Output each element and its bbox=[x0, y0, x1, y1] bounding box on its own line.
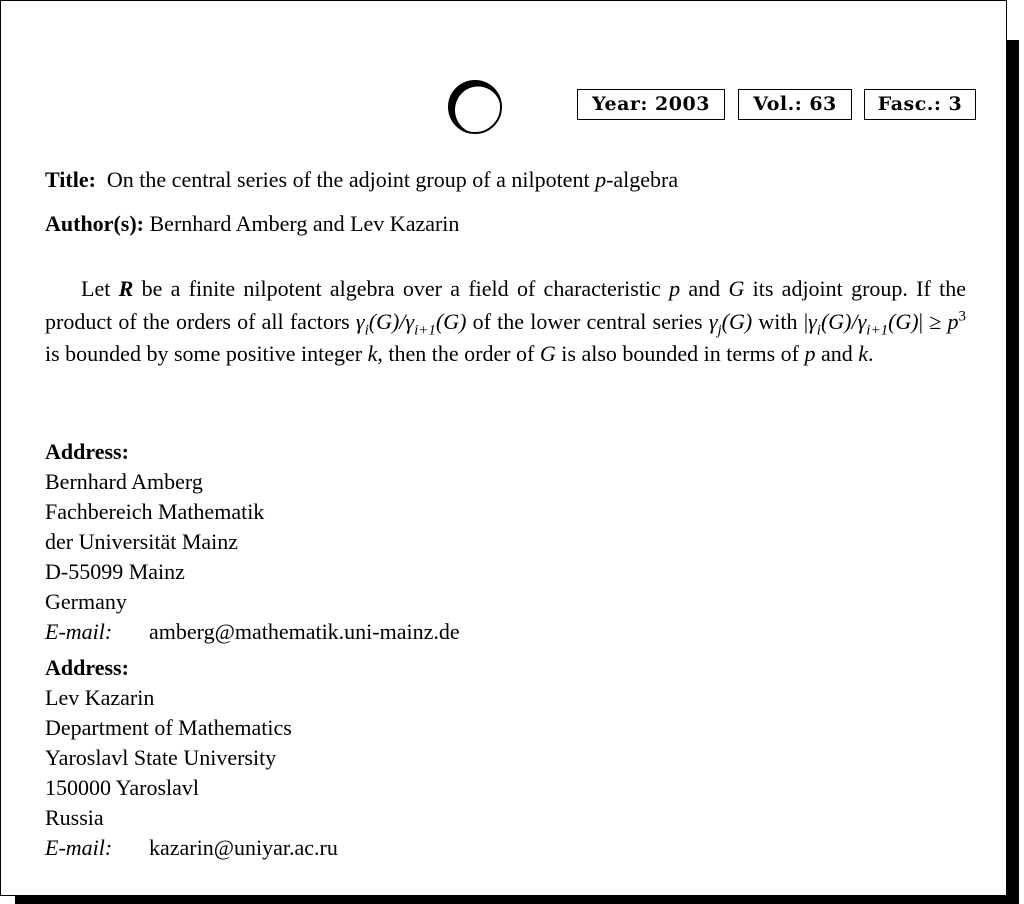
page-shadow-right bbox=[1007, 40, 1019, 904]
math-sup: 3 bbox=[958, 308, 966, 325]
math-k: k bbox=[367, 341, 378, 366]
math-sub: i bbox=[364, 321, 369, 338]
journal-logo-icon bbox=[447, 79, 503, 135]
math-sub: j bbox=[717, 321, 722, 338]
title-suffix: -algebra bbox=[606, 167, 679, 192]
email-address[interactable]: amberg@mathematik.uni-mainz.de bbox=[149, 619, 460, 644]
abstract-text: its adjoint group. If the product of the orders of all factors bbox=[45, 276, 966, 334]
address-line: Bernhard Amberg bbox=[45, 469, 203, 494]
title-variable: p bbox=[595, 167, 607, 192]
address-line: 150000 Yaroslavl bbox=[45, 775, 200, 800]
abstract-text: . bbox=[868, 341, 874, 366]
email-row bbox=[45, 617, 460, 647]
year-badge: Year: 2003 bbox=[577, 89, 725, 120]
math-expr: (G)/ bbox=[820, 308, 858, 334]
abstract-text: of the lower central series bbox=[466, 308, 709, 334]
email-row bbox=[45, 833, 338, 863]
address-block bbox=[45, 437, 460, 647]
address-line: Lev Kazarin bbox=[45, 685, 155, 710]
address-line: D-55099 Mainz bbox=[45, 559, 185, 584]
email-label: E-mail: bbox=[45, 835, 113, 860]
math-p: p bbox=[804, 341, 816, 366]
abstract-text: | ≥ bbox=[918, 308, 948, 334]
authors-row bbox=[45, 211, 459, 237]
abstract-text: be a finite nilpotent algebra over a field of characteristic bbox=[133, 276, 670, 301]
address-line: der Universität Mainz bbox=[45, 529, 239, 554]
math-sub: i bbox=[816, 321, 821, 338]
authors-text: Bernhard Amberg and Lev Kazarin bbox=[149, 211, 460, 236]
paper-title: On the central series of the adjoint group of a nilpotent bbox=[106, 167, 590, 192]
address-line: Germany bbox=[45, 589, 127, 614]
address-line: Department of Mathematics bbox=[45, 715, 292, 740]
math-k: k bbox=[858, 341, 869, 366]
math-expr: (G) bbox=[435, 308, 467, 334]
page-shadow-bottom bbox=[15, 896, 1019, 904]
address-line: Fachbereich Mathematik bbox=[45, 499, 265, 524]
math-R: R bbox=[118, 276, 134, 301]
math-gamma: γ bbox=[808, 308, 817, 334]
math-expr: (G) bbox=[888, 308, 919, 334]
address-line: Russia bbox=[45, 805, 104, 830]
abstract-text: with | bbox=[752, 308, 809, 334]
abstract-text: , then the order of bbox=[377, 341, 540, 366]
math-gamma: γ bbox=[857, 308, 867, 334]
math-sub: i+1 bbox=[414, 321, 436, 338]
math-gamma: γ bbox=[355, 308, 365, 334]
address-line: Yaroslavl State University bbox=[45, 745, 277, 770]
fascicle-badge: Fasc.: 3 bbox=[864, 89, 976, 120]
math-p: p bbox=[669, 276, 681, 301]
title-label: Title: bbox=[45, 167, 96, 192]
abstract-text: Let bbox=[81, 276, 119, 301]
abstract-text: is also bounded in terms of bbox=[555, 341, 805, 366]
email-address[interactable]: kazarin@uniyar.ac.ru bbox=[149, 835, 338, 860]
abstract-text: is bounded by some positive integer bbox=[45, 341, 368, 366]
address-block bbox=[45, 653, 338, 863]
math-gamma: γ bbox=[405, 308, 415, 334]
volume-badge: Vol.: 63 bbox=[738, 89, 852, 120]
math-G: G bbox=[728, 276, 745, 301]
abstract-text: and bbox=[680, 276, 729, 301]
math-sub: i+1 bbox=[866, 321, 889, 338]
math-expr: (G)/ bbox=[368, 308, 406, 334]
address-label: Address: bbox=[45, 655, 129, 680]
math-G: G bbox=[539, 341, 556, 366]
math-gamma: γ bbox=[708, 308, 718, 334]
math-p: p bbox=[947, 308, 959, 334]
abstract-text: and bbox=[815, 341, 859, 366]
math-expr: (G) bbox=[721, 308, 753, 334]
abstract bbox=[45, 273, 966, 371]
title-row bbox=[45, 167, 678, 193]
email-label: E-mail: bbox=[45, 619, 113, 644]
authors-label: Author(s): bbox=[45, 211, 144, 236]
address-label: Address: bbox=[45, 439, 129, 464]
